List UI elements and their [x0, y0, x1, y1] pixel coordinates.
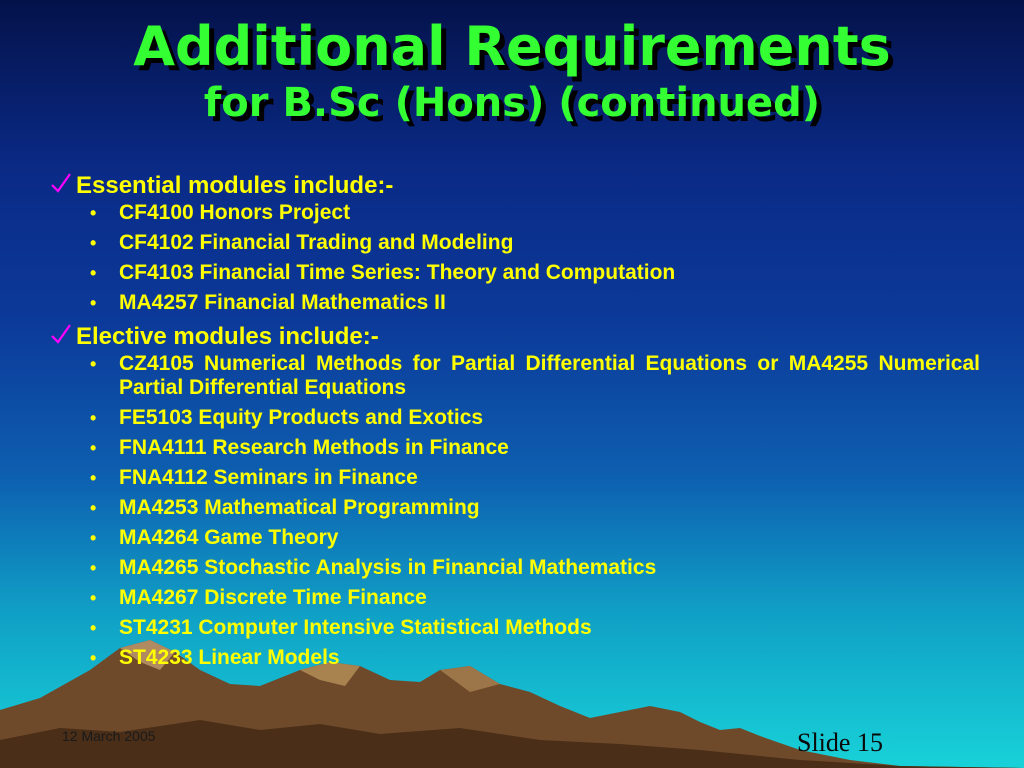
list-item-text: ST4231 Computer Intensive Statistical Methods — [119, 616, 592, 639]
bullet-icon: • — [90, 408, 97, 428]
list-item — [58, 436, 980, 460]
bullet-icon: • — [90, 438, 97, 458]
list-item-text: FNA4111 Research Methods in Finance — [119, 436, 509, 459]
list-item-text: CF4102 Financial Trading and Modeling — [119, 231, 514, 254]
bullet-icon: • — [90, 293, 97, 313]
list-item-text: ST4233 Linear Models — [119, 646, 340, 669]
bullet-icon: • — [90, 354, 97, 374]
list-item — [58, 496, 980, 520]
list-item-text: MA4267 Discrete Time Finance — [119, 586, 427, 609]
section-essential — [58, 170, 980, 315]
list-item-text: CF4100 Honors Project — [119, 201, 351, 224]
bullet-icon: • — [90, 498, 97, 518]
bullet-icon: • — [90, 203, 97, 223]
list-item — [58, 352, 980, 400]
list-item — [58, 616, 980, 640]
bullet-icon: • — [90, 618, 97, 638]
section-elective — [58, 321, 980, 670]
footer-date: 12 March 2005 — [62, 728, 156, 744]
bullet-icon: • — [90, 233, 97, 253]
list-item-text: MA4265 Stochastic Analysis in Financial Mathematics — [119, 556, 657, 579]
list-item — [58, 261, 980, 285]
bullet-icon: • — [90, 588, 97, 608]
section-heading — [58, 321, 980, 352]
bullet-icon: • — [90, 648, 97, 668]
list-item — [58, 201, 980, 225]
page-title — [0, 16, 1024, 128]
bullet-icon: • — [90, 468, 97, 488]
list-item-text: FE5103 Equity Products and Exotics — [119, 406, 484, 429]
title-main: Additional Requirements — [133, 15, 891, 78]
checkmark-icon — [50, 322, 72, 346]
list-item-text: MA4264 Game Theory — [119, 526, 339, 549]
list-item-text: MA4253 Mathematical Programming — [119, 496, 480, 519]
list-item — [58, 646, 980, 670]
list-item-text: CF4103 Financial Time Series: Theory and Computation — [119, 261, 676, 284]
list-item — [58, 406, 980, 430]
section-heading-text: Essential modules include:- — [76, 172, 394, 199]
title-subtitle: for B.Sc (Hons) (continued) — [203, 80, 821, 126]
list-item-text: FNA4112 Seminars in Finance — [119, 466, 418, 489]
bullet-icon: • — [90, 528, 97, 548]
section-heading — [58, 170, 980, 201]
list-item-text: MA4257 Financial Mathematics II — [119, 291, 446, 314]
list-item — [58, 291, 980, 315]
list-item — [58, 526, 980, 550]
list-item — [58, 586, 980, 610]
bullet-icon: • — [90, 558, 97, 578]
list-item — [58, 466, 980, 490]
bullet-icon: • — [90, 263, 97, 283]
list-item — [58, 231, 980, 255]
list-item-text: CZ4105 Numerical Methods for Partial Differential Equations or MA4255 Numerical Partial Differential Equations — [119, 352, 980, 399]
checkmark-icon — [50, 171, 72, 195]
list-item — [58, 556, 980, 580]
section-heading-text: Elective modules include:- — [76, 323, 379, 350]
slide-content — [58, 170, 980, 676]
slide-number: Slide 15 — [797, 728, 883, 757]
